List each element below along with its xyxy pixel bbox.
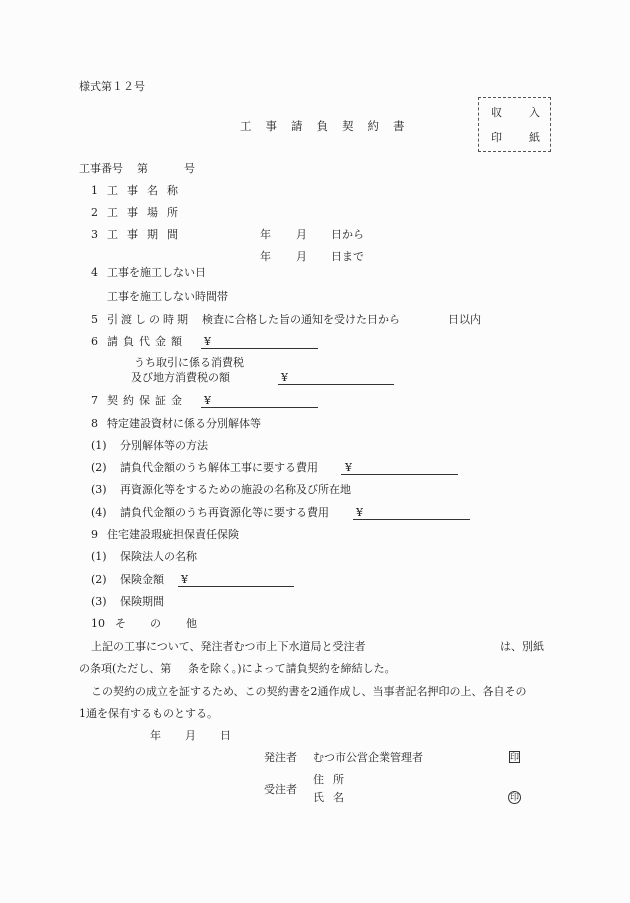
body-paragraph-1d: 条を除く。)によって請負契約を締結した。 <box>188 662 396 675</box>
seal-circle-icon: 印 <box>509 793 519 803</box>
body-paragraph-1a: 上記の工事について、発注者むつ市上下水道局と受注者 <box>91 640 366 653</box>
body-paragraph-2b: 1通を保有するものとする。 <box>79 707 218 720</box>
item-label-contract-deposit: 契約保証金 <box>107 394 187 407</box>
item-label-other-3: 他 <box>186 617 197 630</box>
insurance-amount-field[interactable] <box>178 586 294 587</box>
tax-label-line1: うち取引に係る消費税 <box>134 356 244 369</box>
yen-sign: ¥ <box>281 371 288 384</box>
item-number: 2 <box>91 206 98 219</box>
item-number: 8 <box>91 417 98 430</box>
item-number: 9 <box>91 528 98 541</box>
period-from-month: 月 <box>296 228 307 241</box>
sub-item-label: 請負代金額のうち解体工事に要する費用 <box>120 461 318 474</box>
seal-square-icon: 印 <box>510 753 520 763</box>
tax-amount-field[interactable] <box>278 384 394 385</box>
stamp-char: 紙 <box>529 131 540 144</box>
period-to-day: 日まで <box>331 250 364 263</box>
address-label: 住所 <box>313 773 353 786</box>
date-year: 年 <box>150 729 161 742</box>
item-number: 5 <box>91 313 98 326</box>
period-from-year: 年 <box>260 228 271 241</box>
sub-item-label: 分別解体等の方法 <box>120 439 208 452</box>
contract-no-suffix: 号 <box>184 162 195 175</box>
sub-item-number: (3) <box>91 595 107 608</box>
sub-item-number: (1) <box>91 439 107 452</box>
yen-sign: ¥ <box>356 506 363 519</box>
sub-item-label: 保険期間 <box>120 595 164 608</box>
item-label-other-1: そ <box>115 617 126 630</box>
sub-item-number: (3) <box>91 483 107 496</box>
item-label-other-2: の <box>150 617 161 630</box>
item-label-contract-price: 請負代金額 <box>107 335 187 348</box>
period-from-day: 日から <box>331 228 364 241</box>
contractor-label: 受注者 <box>264 783 297 796</box>
item-label-construction-site: 工事場所 <box>107 206 187 219</box>
body-paragraph-2a: この契約の成立を証するため、この契約書を2通作成し、当事者記名押印の上、各自その <box>91 685 527 698</box>
sub-item-label: 保険法人の名称 <box>120 550 197 563</box>
yen-sign: ¥ <box>204 394 211 407</box>
sub-item-label: 保険金額 <box>120 573 164 586</box>
item-label-demolition: 特定建設資材に係る分別解体等 <box>107 417 261 430</box>
sub-item-label: 再資源化等をするための施設の名称及び所在地 <box>120 483 351 496</box>
delivery-condition-text: 検査に合格した旨の通知を受けた日から <box>202 313 400 326</box>
revenue-stamp-box <box>478 97 551 152</box>
contract-no-prefix: 第 <box>137 162 148 175</box>
contract-deposit-field[interactable] <box>201 407 318 408</box>
item-number: 6 <box>91 335 98 348</box>
stamp-char: 印 <box>491 131 502 144</box>
item-label-defect-insurance: 住宅建設瑕疵担保責任保険 <box>107 528 239 541</box>
sub-item-number: (4) <box>91 506 107 519</box>
sub-item-number: (1) <box>91 550 107 563</box>
period-to-month: 月 <box>296 250 307 263</box>
item-number: 3 <box>91 228 98 241</box>
body-paragraph-1c: の条項(ただし、第 <box>79 662 172 675</box>
item-number: 10 <box>91 617 105 630</box>
sub-item-label: 請負代金額のうち再資源化等に要する費用 <box>120 506 329 519</box>
date-month: 月 <box>185 729 196 742</box>
name-label: 氏名 <box>313 791 353 804</box>
orderer-label: 発注者 <box>264 751 297 764</box>
recycling-cost-field[interactable] <box>353 519 470 520</box>
contract-no-label: 工事番号 <box>79 162 123 175</box>
demolition-cost-field[interactable] <box>341 474 458 475</box>
item-label-non-work-hours: 工事を施工しない時間帯 <box>107 290 228 303</box>
yen-sign: ¥ <box>204 335 211 348</box>
contract-price-field[interactable] <box>201 348 318 349</box>
item-number: 1 <box>91 184 98 197</box>
item-number: 7 <box>91 394 98 407</box>
delivery-days-suffix: 日以内 <box>448 313 481 326</box>
item-label-non-work-days: 工事を施工しない日 <box>107 266 206 279</box>
yen-sign: ¥ <box>345 461 352 474</box>
tax-label-line2: 及び地方消費税の額 <box>131 371 230 384</box>
sub-item-number: (2) <box>91 573 107 586</box>
date-day: 日 <box>220 729 231 742</box>
sub-item-number: (2) <box>91 461 107 474</box>
form-number: 様式第１２号 <box>79 80 145 93</box>
period-to-year: 年 <box>260 250 271 263</box>
item-label-construction-period: 工事期間 <box>107 228 187 241</box>
document-title: 工事請負契約書 <box>240 119 419 133</box>
item-label-construction-name: 工事名称 <box>107 184 187 197</box>
item-number: 4 <box>91 266 98 279</box>
yen-sign: ¥ <box>181 573 188 586</box>
stamp-char: 入 <box>529 106 540 119</box>
item-label-delivery-time: 引渡しの時期 <box>107 313 191 326</box>
stamp-char: 収 <box>491 106 502 119</box>
body-paragraph-1b: は、別紙 <box>500 640 544 653</box>
orderer-name: むつ市公営企業管理者 <box>313 751 423 764</box>
